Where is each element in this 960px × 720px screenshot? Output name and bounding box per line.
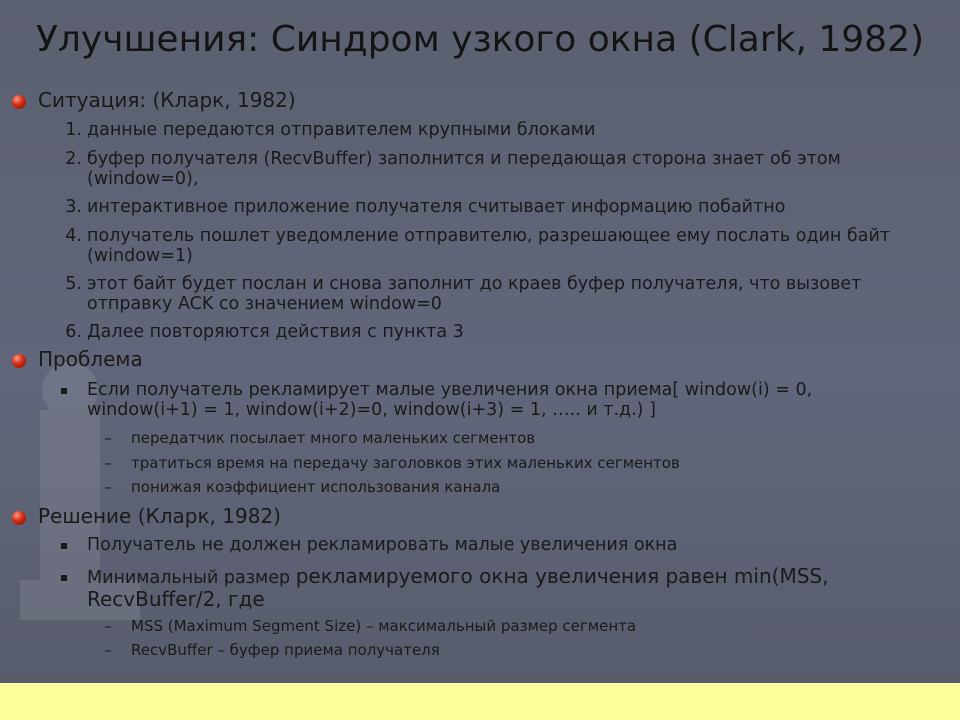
solution-point: Получатель не должен рекламировать малые увеличения окна bbox=[87, 535, 678, 555]
problem-sub: понижая коэффициент использования канала bbox=[131, 478, 501, 496]
slide-title: Улучшения: Синдром узкого окна (Clark, 1982) bbox=[35, 19, 925, 60]
list-item: этот байт будет послан и снова заполнит до краев буфер получателя, что вызовет bbox=[87, 274, 862, 294]
solution-point-text-large: рекламируемого окна увеличения равен min(MSS, bbox=[295, 564, 829, 588]
item-number: 5. bbox=[65, 274, 82, 294]
item-number: 2. bbox=[65, 149, 82, 169]
list-item-cont: отправку ACK со значением window=0 bbox=[87, 294, 442, 314]
list-item: получатель пошлет уведомление отправителю, разрешающее ему послать один байт bbox=[87, 226, 891, 246]
dash-bullet-icon: – bbox=[104, 478, 112, 496]
square-bullet-icon bbox=[61, 543, 67, 549]
list-item-cont: (window=0), bbox=[87, 169, 199, 189]
item-number: 6. bbox=[65, 322, 82, 342]
solution-point-cont: RecvBuffer/2, где bbox=[87, 587, 265, 611]
list-item: данные передаются отправителем крупными блоками bbox=[87, 120, 596, 140]
list-item-cont: (window=1) bbox=[87, 246, 193, 266]
problem-sub: передатчик посылает много маленьких сегментов bbox=[131, 429, 536, 447]
item-number: 3. bbox=[65, 197, 82, 217]
list-item: Далее повторяются действия с пункта 3 bbox=[87, 322, 464, 342]
solution-heading: Решение (Кларк, 1982) bbox=[38, 504, 281, 528]
problem-sub: тратиться время на передачу заголовков этих маленьких сегментов bbox=[131, 454, 680, 472]
list-item: буфер получателя (RecvBuffer) заполнится и передающая сторона знает об этом bbox=[87, 149, 841, 169]
square-bullet-icon bbox=[61, 575, 67, 581]
bullet-icon bbox=[12, 511, 26, 525]
bottom-band bbox=[0, 683, 960, 720]
dash-bullet-icon: – bbox=[104, 641, 112, 659]
list-item: интерактивное приложение получателя считывает информацию побайтно bbox=[87, 197, 786, 217]
problem-point: Если получатель рекламирует малые увеличения окна приема[ window(i) = 0, bbox=[87, 380, 813, 400]
bullet-icon bbox=[12, 354, 26, 368]
dash-bullet-icon: – bbox=[104, 429, 112, 447]
solution-sub: MSS (Maximum Segment Size) – максимальный размер сегмента bbox=[131, 617, 637, 635]
square-bullet-icon bbox=[61, 388, 67, 394]
bullet-icon bbox=[12, 95, 26, 109]
solution-sub: RecvBuffer – буфер приема получателя bbox=[131, 641, 440, 659]
dash-bullet-icon: – bbox=[104, 617, 112, 635]
item-number: 4. bbox=[65, 226, 82, 246]
solution-point-text: Минимальный размер bbox=[87, 568, 296, 588]
problem-point-cont: window(i+1) = 1, window(i+2)=0, window(i+3) = 1, ….. и т.д.) ] bbox=[87, 400, 656, 420]
situation-heading: Ситуация: (Кларк, 1982) bbox=[38, 88, 296, 112]
dash-bullet-icon: – bbox=[104, 454, 112, 472]
item-number: 1. bbox=[65, 120, 82, 140]
problem-heading: Проблема bbox=[38, 347, 143, 371]
